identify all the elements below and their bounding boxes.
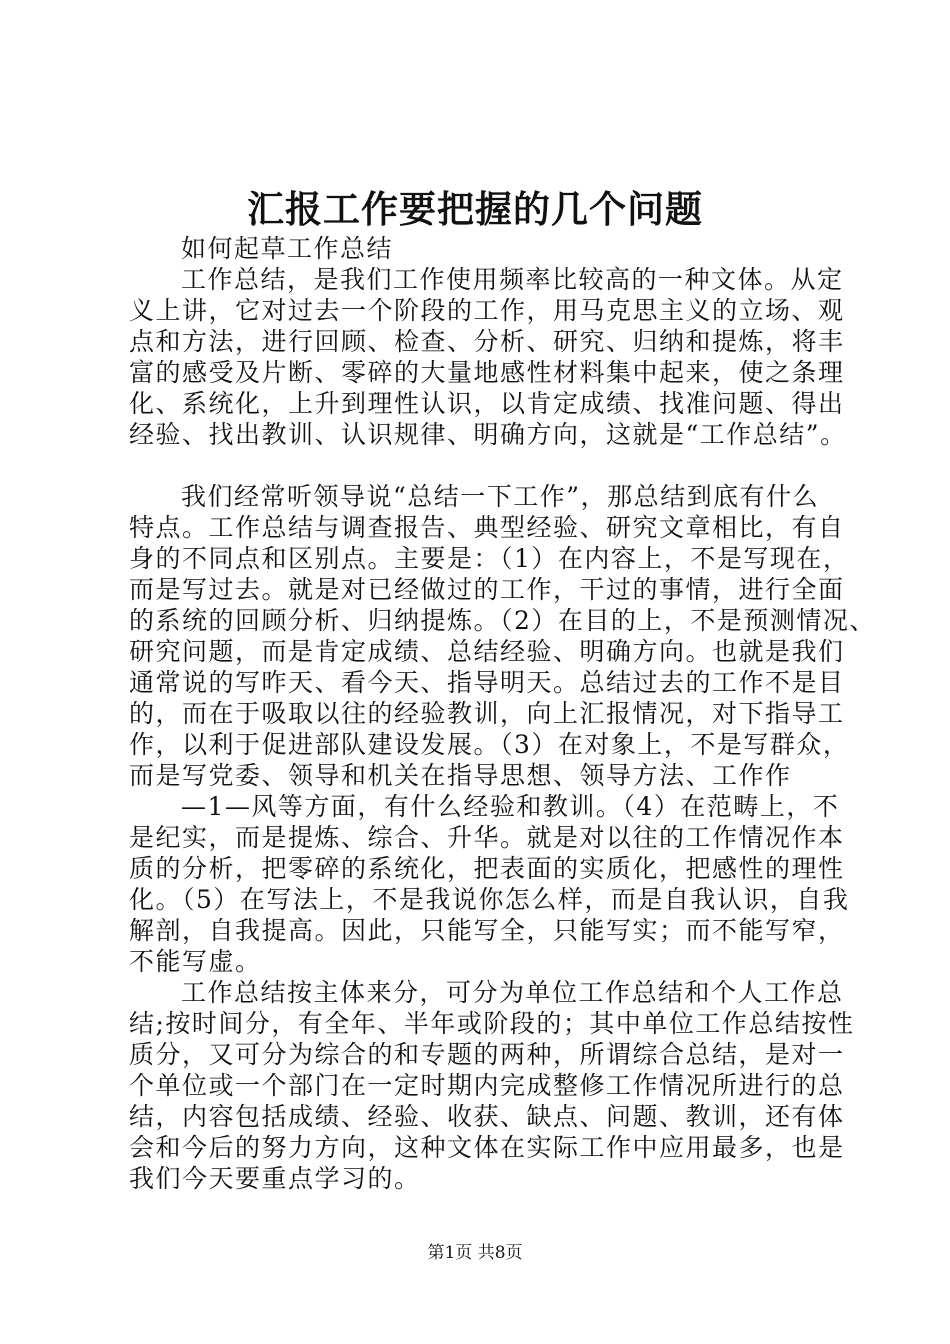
text-line: 研究问题，而是肯定成绩、总结经验、明确方向。也就是我们 xyxy=(129,637,845,666)
text-line: 的，而在于吸取以往的经验教训，向上汇报情况，对下指导工 xyxy=(129,699,845,728)
text-line: 点和方法，进行回顾、检查、分析、研究、归纳和提炼，将丰 xyxy=(129,327,845,356)
text-line: 身的不同点和区别点。主要是：（1）在内容上，不是写现在， xyxy=(129,544,850,573)
page-footer: 第1页 共8页 xyxy=(427,1243,523,1263)
text-line: 如何起草工作总结 xyxy=(181,234,394,263)
text-line: 化、系统化，上升到理性认识，以肯定成绩、找准问题、得出 xyxy=(129,389,845,418)
text-line: 化。（5）在写法上，不是我说你怎么样，而是自我认识，自我 xyxy=(129,885,850,914)
blank-line xyxy=(129,450,841,481)
text-line: 而是写过去。就是对已经做过的工作，干过的事情，进行全面 xyxy=(129,575,845,604)
text-line: 特点。工作总结与调查报告、典型经验、研究文章相比，有自 xyxy=(129,513,845,542)
text-line: 个单位或一个部门在一定时期内完成整修工作情况所进行的总 xyxy=(129,1071,845,1100)
text-line: 经验、找出教训、认识规律、明确方向，这就是“工作总结”。 xyxy=(129,420,847,449)
text-line: —1—风等方面，有什么经验和教训。（4）在范畴上，不 xyxy=(181,792,840,821)
text-line: 富的感受及片断、零碎的大量地感性材料集中起来，使之条理 xyxy=(129,358,845,387)
text-line: 是纪实，而是提炼、综合、升华。就是对以往的工作情况作本 xyxy=(129,823,845,852)
text-line: 通常说的写昨天、看今天、指导明天。总结过去的工作不是目 xyxy=(129,668,845,697)
text-line: 我们今天要重点学习的。 xyxy=(129,1164,421,1193)
text-line: 质的分析，把零碎的系统化，把表面的实质化，把感性的理性 xyxy=(129,854,845,883)
text-line: 结，内容包括成绩、经验、收获、缺点、问题、教训，还有体 xyxy=(129,1102,845,1131)
text-line: 质分，又可分为综合的和专题的两种，所谓综合总结，是对一 xyxy=(129,1040,845,1069)
text-line: 结;按时间分，有全年、半年或阶段的；其中单位工作总结按性 xyxy=(129,1009,855,1038)
text-line: 作，以利于促进部队建设发展。（3）在对象上，不是写群众， xyxy=(129,730,850,759)
document-body xyxy=(129,233,876,1194)
text-line: 会和今后的努力方向，这种文体在实际工作中应用最多，也是 xyxy=(129,1133,845,1162)
text-line: 工作总结按主体来分，可分为单位工作总结和个人工作总 xyxy=(181,978,844,1007)
text-line: 解剖，自我提高。因此，只能写全，只能写实；而不能写窄， xyxy=(129,916,845,945)
text-line: 而是写党委、领导和机关在指导思想、领导方法、工作作 xyxy=(129,761,792,790)
text-line: 我们经常听领导说“总结一下工作”，那总结到底有什么 xyxy=(181,482,820,511)
text-line: 工作总结，是我们工作使用频率比较高的一种文体。从定 xyxy=(181,265,844,294)
document-title: 汇报工作要把握的几个问题 xyxy=(247,187,703,231)
text-line: 义上讲，它对过去一个阶段的工作，用马克思主义的立场、观 xyxy=(129,296,845,325)
text-line: 的系统的回顾分析、归纳提炼。（2）在目的上，不是预测情况、 xyxy=(129,606,876,635)
text-line: 不能写虚。 xyxy=(129,947,262,976)
